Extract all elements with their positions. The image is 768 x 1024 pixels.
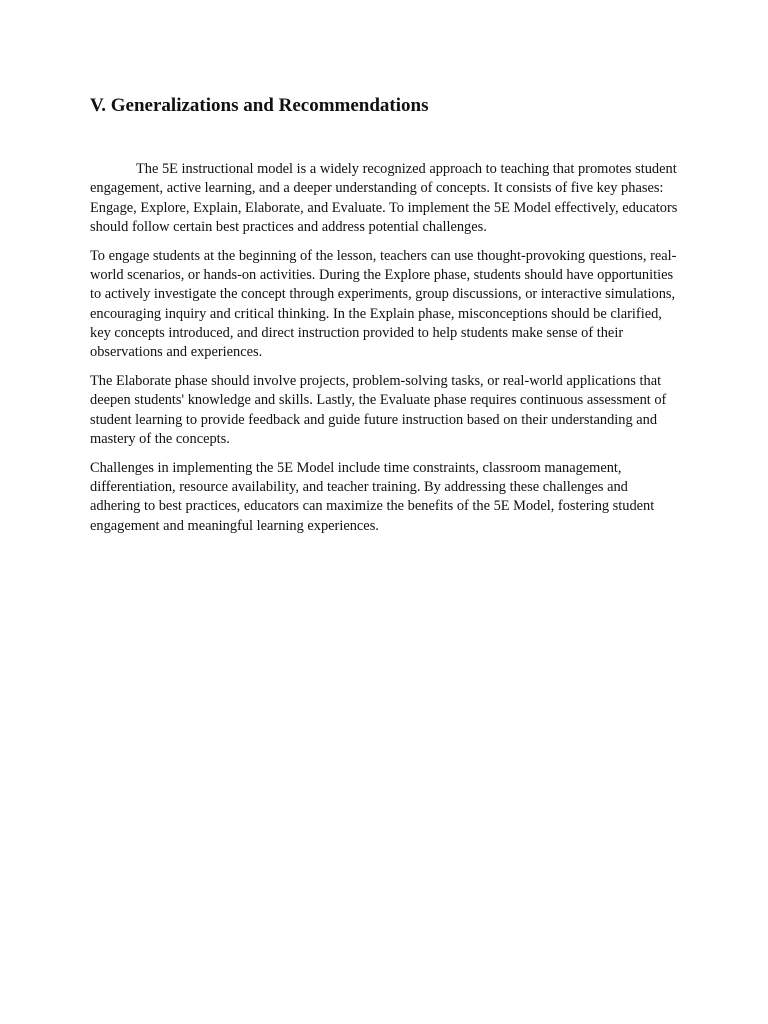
paragraph-challenges: Challenges in implementing the 5E Model include time constraints, classroom management, differentiation, resource availability, and teacher training. By addressing these challenges and adhering to best practices, educators can maximize the benefits of the 5E Model, fostering student engagement and meaningful learning experiences. — [90, 459, 655, 534]
paragraph-elaborate-evaluate: The Elaborate phase should involve projects, problem-solving tasks, or real-world applications that deepen students' knowledge and skills. Lastly, the Evaluate phase requires continuous assessment of student learning to provide feedback and guide future instruction based on their understanding and mastery of the concepts. — [90, 372, 667, 447]
section-heading: V. Generalizations and Recommendations — [90, 95, 429, 116]
paragraph-intro: The 5E instructional model is a widely recognized approach to teaching that promotes student engagement, active learning, and a deeper understanding of concepts. It consists of five key phases: Engage, Explore, Explain, Elaborate, and Evaluate. To implement the 5E Model effectively, educators should follow certain best practices and address potential challenges. — [90, 161, 678, 235]
document-content — [90, 92, 678, 545]
paragraph-engage-explore-explain: To engage students at the beginning of the lesson, teachers can use thought-provoking questions, real-world scenarios, or hands-on activities. During the Explore phase, students should have opportunities to actively investigate the concept through experiments, group discussions, or interactive simulations, encouraging inquiry and critical thinking. In the Explain phase, misconceptions should be clarified, key concepts introduced, and direct instruction provided to help students make sense of their observations and experiences. — [90, 247, 677, 361]
